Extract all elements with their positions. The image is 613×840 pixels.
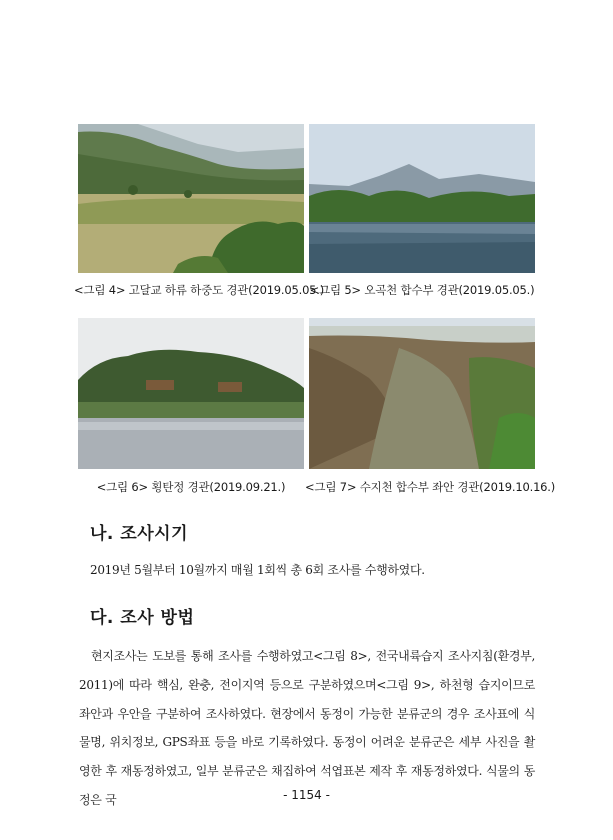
section-method-paragraph: 현지조사는 도보를 통해 조사를 수행하였고<그림 8>, 전국내륙습지 조사지침(환경부, 2011)에 따라 핵심, 완충, 전이지역 등으로 구분하였으며<그림 9>, 하천형 습지이므로 좌안과 우안을 구분하여 조사하였다. 현장에서 동정이 가능한 분류군의 경우 조사표에 식물명, 위치정보, GPS좌표 등을 바로 기록하였다. 동정이 어려운 분류군은 세부 사진을 촬영한 후 재동정하였고, 일부 분류군은 채집하여 석엽표본 제작 후 재동정하였다. 식물의 동정은 국 — [79, 649, 535, 807]
figure-4-photo — [78, 124, 304, 273]
figure-5-caption: <그림 5> 오곡천 합수부 경관(2019.05.05.) — [309, 283, 535, 297]
figure-7-caption: <그림 7> 수지천 합수부 좌안 경관(2019.10.16.) — [305, 480, 556, 494]
figure-6-photo — [78, 318, 304, 469]
figure-6-caption: <그림 6> 횡탄정 경관(2019.09.21.) — [96, 480, 286, 494]
figure-5-photo — [309, 124, 535, 273]
section-heading-schedule: 나. 조사시기 — [90, 524, 188, 544]
page-number: - 1154 - — [283, 788, 330, 802]
section-heading-method: 다. 조사 방법 — [90, 608, 195, 628]
figure-7-photo — [309, 318, 535, 469]
figure-4-caption: <그림 4> 고달교 하류 하중도 경관(2019.05.05.) — [74, 283, 325, 297]
section-schedule-text: 2019년 5월부터 10월까지 매월 1회씩 총 6회 조사를 수행하였다. — [90, 563, 425, 577]
